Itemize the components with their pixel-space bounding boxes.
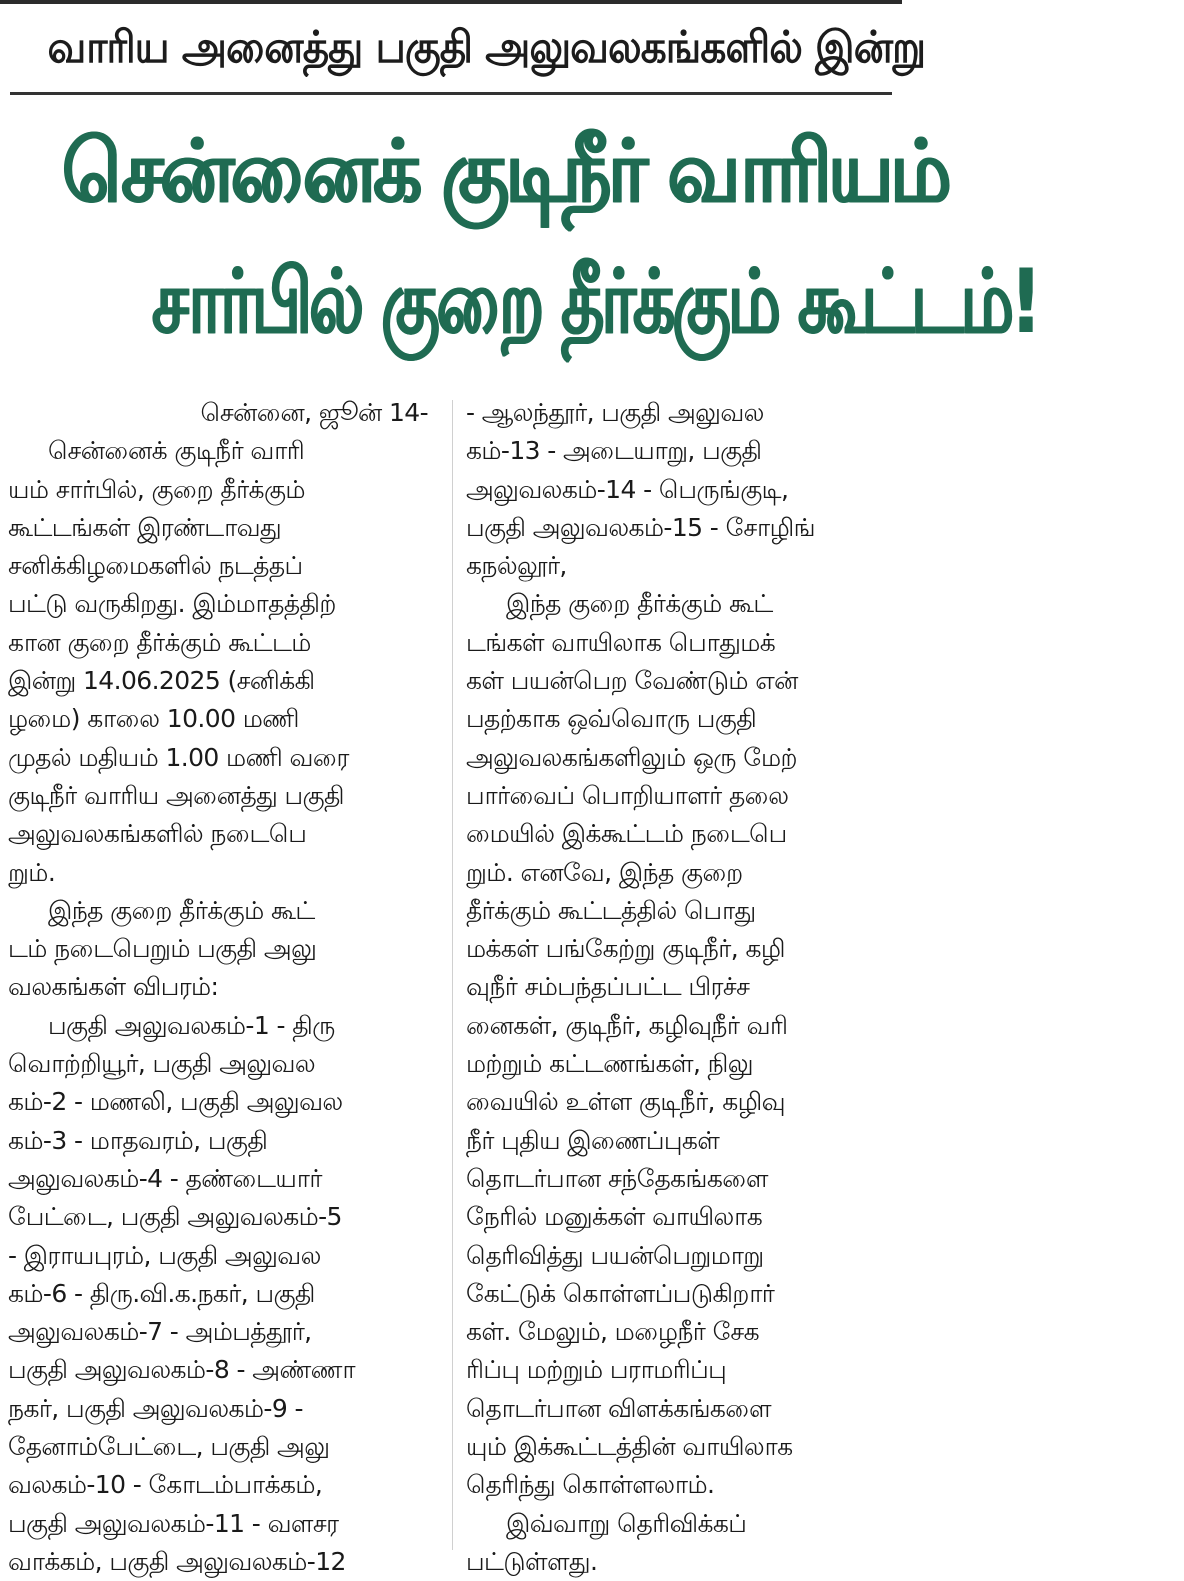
article-line: மக்கள் பங்கேற்று குடிநீர், கழி <box>466 934 785 964</box>
article-line: பேட்டை, பகுதி அலுவலகம்-5 <box>8 1202 342 1232</box>
article-line: கம்-6 - திரு.வி.க.நகர், பகுதி <box>8 1278 315 1308</box>
article-line: பட்டுள்ளது. <box>466 1546 598 1576</box>
article-line: பகுதி அலுவலகம்-1 - திரு <box>48 1010 335 1040</box>
article-line: யம் சார்பில், குறை தீர்க்கும் <box>8 474 305 504</box>
main-headline-line-1: சென்னைக் குடிநீர் வாரியம் <box>62 122 949 222</box>
article-line: டம் நடைபெறும் பகுதி அலு <box>8 934 317 964</box>
article-line: கான குறை தீர்க்கும் கூட்டம் <box>8 627 311 657</box>
article-line: சென்னை, ஜூன் 14- <box>200 398 428 427</box>
article-line: கள் பயன்பெற வேண்டும் என் <box>466 666 798 696</box>
article-line: கேட்டுக் கொள்ளப்படுகிறார் <box>466 1278 775 1308</box>
article-line: இவ்வாறு தெரிவிக்கப் <box>506 1508 747 1538</box>
article-line: பட்டு வருகிறது. இம்மாதத்திற் <box>8 589 336 619</box>
article-line: பார்வைப் பொறியாளர் தலை <box>466 780 789 810</box>
article-line: டங்கள் வாயிலாக பொதுமக் <box>466 627 776 657</box>
article-line: வலகம்-10 - கோடம்பாக்கம், <box>8 1470 323 1500</box>
article-line: அலுவலகம்-14 - பெருங்குடி, <box>466 474 789 504</box>
top-rule <box>0 0 902 4</box>
article-line: தெரிந்து கொள்ளலாம். <box>466 1470 715 1500</box>
article-line: கநல்லூர், <box>466 551 567 581</box>
article-line: சனிக்கிழமைகளில் நடத்தப் <box>8 551 303 581</box>
article-line: றும். எனவே, இந்த குறை <box>466 857 743 887</box>
article-line: குடிநீர் வாரிய அனைத்து பகுதி <box>8 780 344 810</box>
article-line: தொடர்பான சந்தேகங்களை <box>466 1163 768 1193</box>
kicker-headline: வாரிய அனைத்து பகுதி அலுவலகங்களில் இன்று <box>47 22 926 73</box>
article-line: முதல் மதியம் 1.00 மணி வரை <box>8 742 349 772</box>
article-line: கூட்டங்கள் இரண்டாவது <box>8 512 282 542</box>
article-line: தேனாம்பேட்டை, பகுதி அலு <box>8 1432 330 1462</box>
article-line: பகுதி அலுவலகம்-11 - வளசர <box>8 1508 339 1538</box>
article-line: வொற்றியூர், பகுதி அலுவல <box>8 1049 316 1079</box>
article-line: பகுதி அலுவலகம்-15 - சோழிங் <box>466 512 815 542</box>
article-line: யும் இக்கூட்டத்தின் வாயிலாக <box>466 1432 793 1462</box>
article-line: கம்-2 - மணலி, பகுதி அலுவல <box>8 1087 343 1117</box>
article-column-left <box>8 394 440 1576</box>
article-line: றும். <box>8 857 56 887</box>
article-line: நேரில் மனுக்கள் வாயிலாக <box>466 1202 763 1232</box>
article-line: தெரிவித்து பயன்பெறுமாறு <box>466 1240 764 1270</box>
article-line: - ஆலந்தூர், பகுதி அலுவல <box>466 398 764 427</box>
article-line: தீர்க்கும் கூட்டத்தில் பொது <box>466 895 756 925</box>
article-line: அலுவலகம்-4 - தண்டையார் <box>8 1163 322 1193</box>
article-line: கள். மேலும், மழைநீர் சேக <box>466 1317 759 1347</box>
article-line: மையில் இக்கூட்டம் நடைபெ <box>466 819 787 849</box>
article-line: ழமை) காலை 10.00 மணி <box>8 704 299 734</box>
article-line: இந்த குறை தீர்க்கும் கூட் <box>506 589 773 619</box>
article-line: மற்றும் கட்டணங்கள், நிலு <box>466 1049 753 1079</box>
article-line: அலுவலகங்களிலும் ஒரு மேற் <box>466 742 797 772</box>
column-divider <box>452 400 453 1550</box>
article-line: பதற்காக ஒவ்வொரு பகுதி <box>466 704 757 734</box>
article-line: சென்னைக் குடிநீர் வாரி <box>48 436 305 466</box>
article-line: கம்-13 - அடையாறு, பகுதி <box>466 436 762 466</box>
article-line: அலுவலகம்-7 - அம்பத்தூர், <box>8 1317 312 1347</box>
article-line: நகர், பகுதி அலுவலகம்-9 - <box>8 1393 303 1423</box>
article-line: வையில் உள்ள குடிநீர், கழிவு <box>466 1087 785 1117</box>
article-line: வாக்கம், பகுதி அலுவலகம்-12 <box>8 1546 346 1576</box>
article-line: - இராயபுரம், பகுதி அலுவல <box>8 1240 321 1270</box>
article-line: இந்த குறை தீர்க்கும் கூட் <box>48 895 315 925</box>
kicker-divider <box>10 92 892 95</box>
article-line: அலுவலகங்களில் நடைபெ <box>8 819 307 849</box>
article-line: தொடர்பான விளக்கங்களை <box>466 1393 771 1423</box>
article-line: நீர் புதிய இணைப்புகள் <box>466 1125 720 1155</box>
article-line: வலகங்கள் விபரம்: <box>8 972 219 1002</box>
article-column-right <box>466 394 898 1576</box>
article-line: கம்-3 - மாதவரம், பகுதி <box>8 1125 268 1155</box>
article-line: ரிப்பு மற்றும் பராமரிப்பு <box>466 1355 727 1385</box>
article-line: னைகள், குடிநீர், கழிவுநீர் வரி <box>466 1010 788 1040</box>
article-line: வுநீர் சம்பந்தப்பட்ட பிரச்ச <box>466 972 750 1002</box>
article-line: பகுதி அலுவலகம்-8 - அண்ணா <box>8 1355 355 1385</box>
article-line: இன்று 14.06.2025 (சனிக்கி <box>8 666 315 696</box>
main-headline-line-2: சார்பில் குறை தீர்க்கும் கூட்டம்! <box>152 250 1039 353</box>
